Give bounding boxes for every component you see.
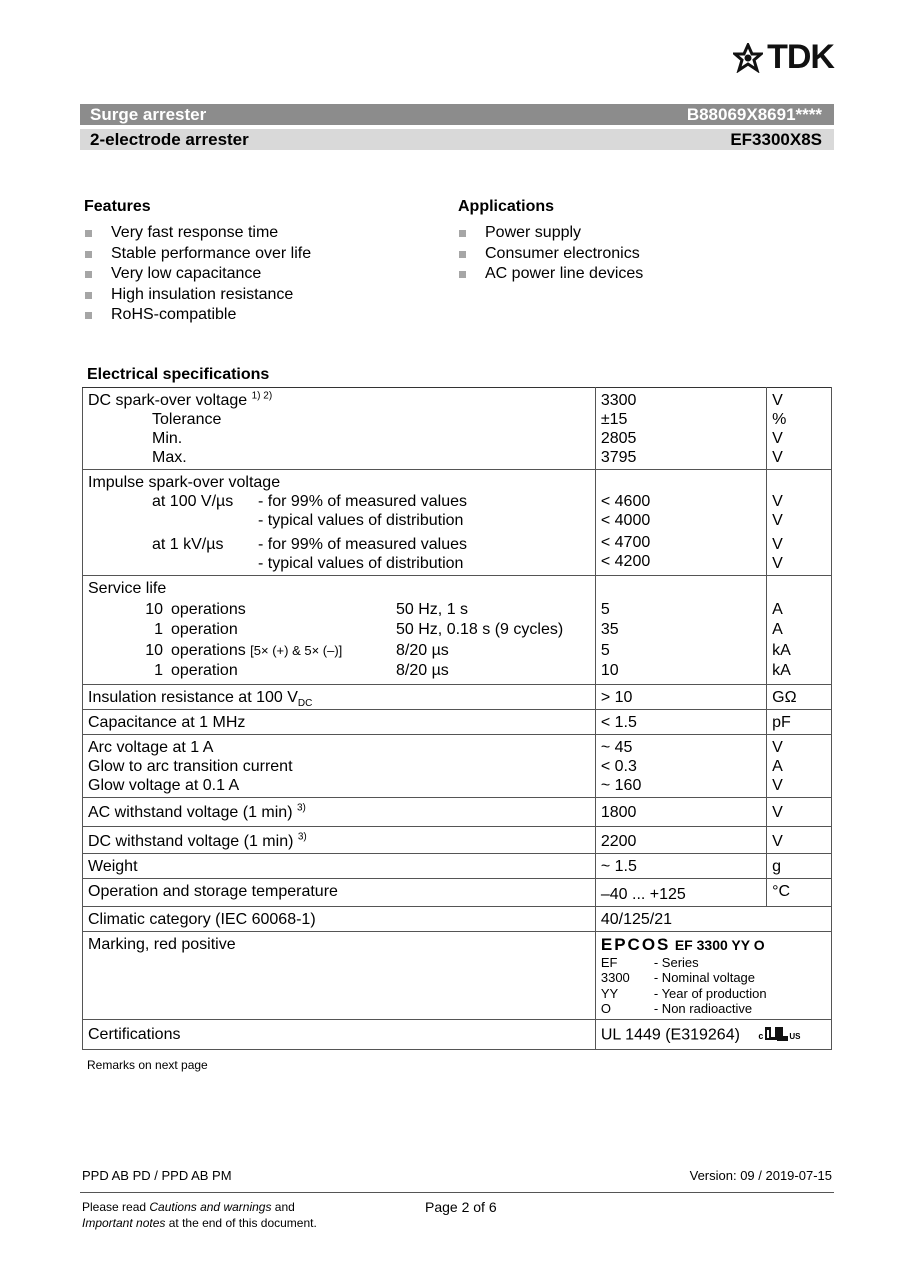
unit: V [772, 512, 783, 529]
unit: V [772, 430, 783, 447]
operation-label: operation [171, 662, 238, 679]
value: 3300 [600, 392, 637, 409]
table-row [83, 576, 832, 685]
list-item: RoHS-compatible [84, 305, 311, 326]
service-label: Service life [88, 580, 167, 597]
min-label: Min. [152, 430, 183, 447]
arc-values [595, 734, 766, 797]
ul-mark-us: US [789, 1031, 801, 1041]
table-row [83, 684, 832, 709]
weight-unit: g [767, 853, 832, 878]
arc-label-cell [83, 734, 596, 797]
note-text: at the end of this document. [165, 1216, 317, 1230]
temperature-label: Operation and storage temperature [83, 878, 596, 906]
table-row [83, 878, 832, 906]
cautions-link-text: Cautions and warnings [149, 1200, 272, 1214]
unit: A [772, 600, 783, 618]
arc-label: Glow to arc transition current [88, 757, 293, 775]
ac-withstand-note: 3) [296, 802, 306, 814]
value: 5 [600, 641, 610, 659]
insulation-label: Insulation resistance at 100 V [88, 688, 298, 706]
brand-name: TDK [767, 38, 834, 76]
condition: 50 Hz, 0.18 s (9 cycles) [396, 621, 564, 638]
certifications-cell [595, 1019, 831, 1049]
condition: 8/20 µs [396, 662, 449, 679]
unit: V [772, 555, 783, 572]
impulse-label: Impulse spark-over voltage [88, 474, 281, 491]
subtype: 2-electrode arrester [90, 129, 249, 149]
version: Version: 09 / 2019-07-15 [689, 1168, 832, 1183]
table-row [83, 388, 832, 470]
marking-desc: - Non radioactive [653, 1001, 753, 1016]
marking-desc: - Series [653, 954, 699, 970]
unit: kA [772, 662, 791, 679]
remarks-note: Remarks on next page [87, 1058, 208, 1072]
max-label: Max. [152, 449, 187, 466]
ul-mark-c: c [758, 1030, 764, 1041]
insulation-label-cell [83, 684, 596, 709]
climatic-value: 40/125/21 [595, 906, 831, 931]
operation-label: operations [171, 641, 246, 659]
dc-spark-note: 1) 2) [251, 390, 273, 402]
marking-desc: - Year of production [653, 985, 767, 1001]
marking-brand: EPCOS [600, 934, 671, 954]
features-title: Features [84, 198, 151, 215]
list-item: Very low capacitance [84, 264, 311, 285]
unit: V [772, 738, 783, 756]
applications-list [458, 223, 643, 285]
count: 10 [145, 600, 163, 618]
table-row [83, 709, 832, 734]
table-row [83, 797, 832, 826]
tolerance-label: Tolerance [152, 411, 222, 428]
dc-spark-units [767, 388, 832, 470]
electrical-spec-table [82, 387, 832, 1050]
table-row [83, 906, 832, 931]
insulation-value: > 10 [595, 684, 766, 709]
value: < 4000 [600, 512, 651, 529]
dc-withstand-note: 3) [297, 831, 307, 843]
condition: - for 99% of measured values [258, 493, 467, 510]
electrical-title: Electrical specifications [87, 366, 270, 383]
list-item: Very fast response time [84, 223, 311, 244]
operation-label: operation [171, 621, 238, 638]
order-code: B88069X8691**** [686, 104, 822, 124]
ac-withstand-value: 1800 [595, 797, 766, 826]
impulse-label-cell [83, 470, 596, 576]
table-row [83, 853, 832, 878]
product-type: Surge arrester [90, 104, 207, 124]
dc-withstand-value: 2200 [595, 826, 766, 853]
unit: kA [772, 641, 791, 659]
impulse-values [595, 470, 766, 576]
ul-recognized-icon [758, 1025, 800, 1046]
marking-key: EF [600, 954, 618, 970]
capacitance-value: < 1.5 [595, 709, 766, 734]
arc-label: Arc voltage at 1 A [88, 738, 214, 756]
rate-label: at 100 V/µs [152, 493, 234, 510]
ac-withstand-label-cell [83, 797, 596, 826]
value: < 0.3 [600, 757, 637, 775]
list-item: Power supply [458, 223, 643, 244]
insulation-sub: DC [297, 697, 313, 709]
certifications-label: Certifications [83, 1019, 596, 1049]
weight-label: Weight [83, 853, 596, 878]
condition: - for 99% of measured values [258, 536, 467, 553]
unit: V [772, 392, 783, 409]
weight-value: ~ 1.5 [595, 853, 766, 878]
product-type-bar [80, 104, 834, 125]
table-row [83, 470, 832, 576]
arc-units [767, 734, 832, 797]
ac-withstand-label: AC withstand voltage (1 min) [88, 803, 293, 821]
count: 1 [154, 621, 163, 638]
marking-label: Marking, red positive [83, 931, 596, 1019]
unit: V [772, 493, 783, 510]
capacitance-unit: pF [767, 709, 832, 734]
footer-note [82, 1199, 317, 1231]
operation-label: operations [171, 600, 246, 618]
condition: - typical values of distribution [258, 555, 464, 572]
tdk-emblem-icon [733, 43, 763, 73]
temperature-unit: °C [767, 878, 832, 906]
value: ±15 [600, 411, 628, 428]
temperature-value: –40 ... +125 [595, 878, 766, 906]
tdk-logo [733, 38, 834, 77]
list-item: Stable performance over life [84, 244, 311, 265]
list-item: AC power line devices [458, 264, 643, 285]
service-values [595, 576, 766, 685]
features-list [84, 223, 311, 326]
polarity-note: [5× (+) & 5× (–)] [250, 642, 343, 658]
marking-key: YY [600, 985, 619, 1001]
marking-key: 3300 [600, 970, 630, 985]
arc-label: Glow voltage at 0.1 A [88, 776, 240, 794]
impulse-units [767, 470, 832, 576]
unit: V [772, 776, 783, 794]
list-item: Consumer electronics [458, 244, 643, 265]
value: 3795 [600, 449, 637, 466]
climatic-label: Climatic category (IEC 60068-1) [83, 906, 596, 931]
unit: % [772, 411, 787, 428]
note-text: Please read [82, 1200, 150, 1214]
footer-divider [80, 1192, 834, 1193]
ac-withstand-unit: V [767, 797, 832, 826]
table-row [83, 734, 832, 797]
marking-key: O [600, 1001, 611, 1016]
value: < 4200 [600, 553, 651, 570]
dc-withstand-unit: V [767, 826, 832, 853]
count: 1 [154, 662, 163, 679]
part-number: EF3300X8S [730, 129, 822, 149]
dc-spark-label: DC spark-over voltage [88, 392, 248, 409]
condition: - typical values of distribution [258, 512, 464, 529]
subtype-bar [80, 129, 834, 150]
table-row [83, 1019, 832, 1049]
dc-withstand-label-cell [83, 826, 596, 853]
condition: 50 Hz, 1 s [396, 600, 469, 618]
note-text: and [271, 1200, 295, 1214]
value: < 4600 [600, 493, 651, 510]
value: 35 [600, 621, 619, 638]
table-row [83, 931, 832, 1019]
unit: A [772, 621, 783, 638]
table-row [83, 826, 832, 853]
list-item: High insulation resistance [84, 285, 311, 306]
value: 5 [600, 600, 610, 618]
service-label-cell [83, 576, 596, 685]
unit: V [772, 536, 783, 553]
service-units [767, 576, 832, 685]
page-number: Page 2 of 6 [425, 1199, 497, 1215]
dc-spark-label-cell [83, 388, 596, 470]
important-notes-text: Important notes [82, 1216, 166, 1230]
unit: V [772, 449, 783, 466]
applications-title: Applications [458, 198, 555, 215]
capacitance-label: Capacitance at 1 MHz [83, 709, 596, 734]
count: 10 [145, 641, 163, 659]
ul-logo-icon [763, 1026, 789, 1042]
value: ~ 160 [600, 776, 642, 794]
dc-withstand-label: DC withstand voltage (1 min) [88, 832, 294, 850]
insulation-unit: GΩ [767, 684, 832, 709]
condition: 8/20 µs [396, 641, 449, 659]
value: 2805 [600, 430, 637, 447]
value: 10 [600, 662, 619, 679]
marking-cell [595, 931, 831, 1019]
value: ~ 45 [600, 738, 633, 756]
department: PPD AB PD / PPD AB PM [82, 1168, 232, 1183]
unit: A [772, 757, 783, 775]
value: < 4700 [600, 534, 651, 551]
rate-label: at 1 kV/µs [152, 536, 224, 553]
dc-spark-values [595, 388, 766, 470]
certifications-value: UL 1449 (E319264) [600, 1026, 740, 1044]
marking-desc: - Nominal voltage [653, 970, 756, 985]
marking-code: EF 3300 YY O [674, 936, 765, 953]
